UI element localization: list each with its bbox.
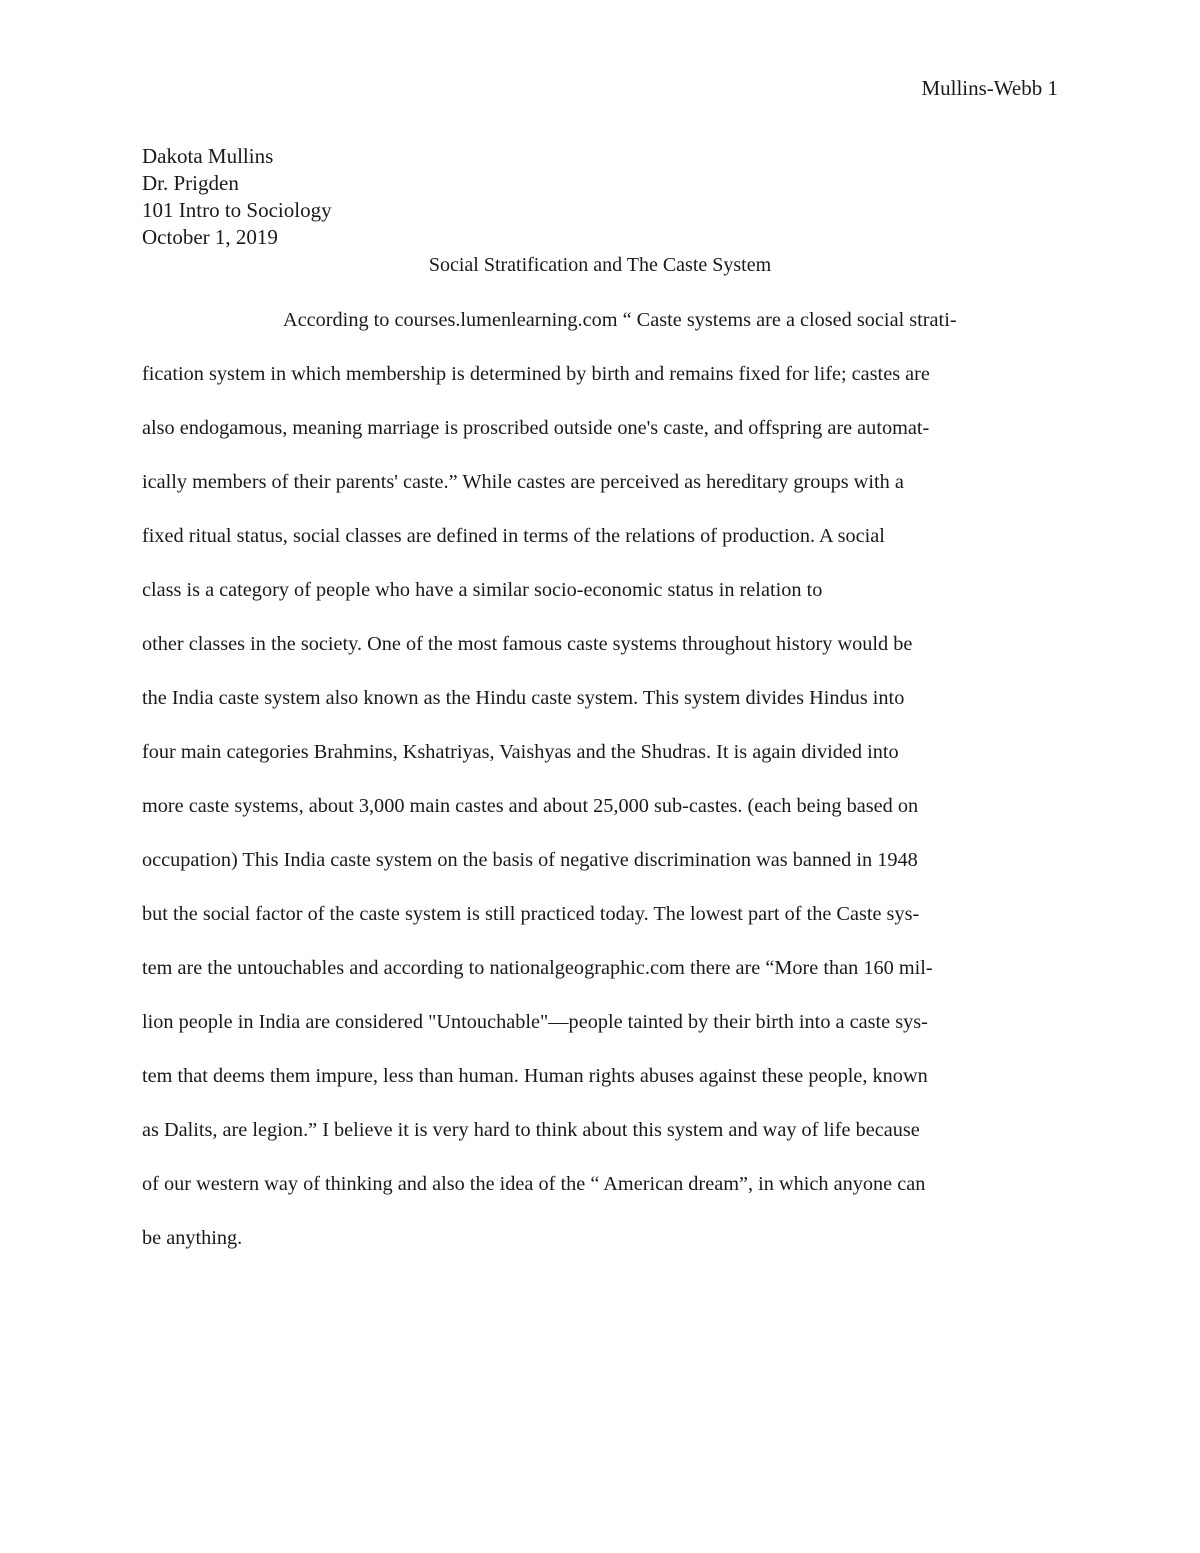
paper-title: Social Stratification and The Caste System	[428, 254, 772, 276]
body-line: as Dalits, are legion.” I believe it is very hard to think about this system and way of life because	[142, 1119, 920, 1141]
body-line: of our western way of thinking and also the idea of the “ American dream”, in which anyone can	[142, 1173, 926, 1195]
instructor-name: Dr. Prigden	[142, 171, 239, 195]
body-line: fication system in which membership is determined by birth and remains fixed for life; castes are	[142, 363, 930, 385]
running-header: Mullins-Webb 1	[921, 76, 1058, 100]
body-line: be anything.	[142, 1227, 243, 1249]
body-paragraph	[142, 304, 1058, 1276]
body-line: more caste systems, about 3,000 main castes and about 25,000 sub-castes. (each being based on	[142, 795, 919, 817]
body-line: occupation) This India caste system on the basis of negative discrimination was banned in 1948	[142, 849, 918, 871]
body-line: ically members of their parents' caste.” While castes are perceived as hereditary groups with a	[142, 471, 904, 493]
body-line: According to courses.lumenlearning.com “ Caste systems are a closed social strati-	[283, 309, 957, 331]
mla-heading	[142, 143, 332, 251]
body-line: tem are the untouchables and according to nationalgeographic.com there are “More than 160 mil-	[142, 957, 933, 979]
body-line: the India caste system also known as the Hindu caste system. This system divides Hindus into	[142, 687, 905, 709]
author-name: Dakota Mullins	[142, 144, 274, 168]
body-line: lion people in India are considered "Untouchable"—people tainted by their birth into a caste sys-	[142, 1011, 928, 1033]
body-line: class is a category of people who have a similar socio-economic status in relation to	[142, 579, 823, 601]
body-line: other classes in the society. One of the most famous caste systems throughout history would be	[142, 633, 913, 655]
paper-date: October 1, 2019	[142, 225, 278, 249]
body-line: tem that deems them impure, less than human. Human rights abuses against these people, known	[142, 1065, 928, 1087]
body-line: also endogamous, meaning marriage is proscribed outside one's caste, and offspring are automat-	[142, 417, 930, 439]
body-line: but the social factor of the caste system is still practiced today. The lowest part of the Caste sys-	[142, 903, 920, 925]
body-line: four main categories Brahmins, Kshatriyas, Vaishyas and the Shudras. It is again divided into	[142, 741, 899, 763]
body-line: fixed ritual status, social classes are defined in terms of the relations of production. A social	[142, 525, 885, 547]
course-name: 101 Intro to Sociology	[142, 198, 332, 222]
